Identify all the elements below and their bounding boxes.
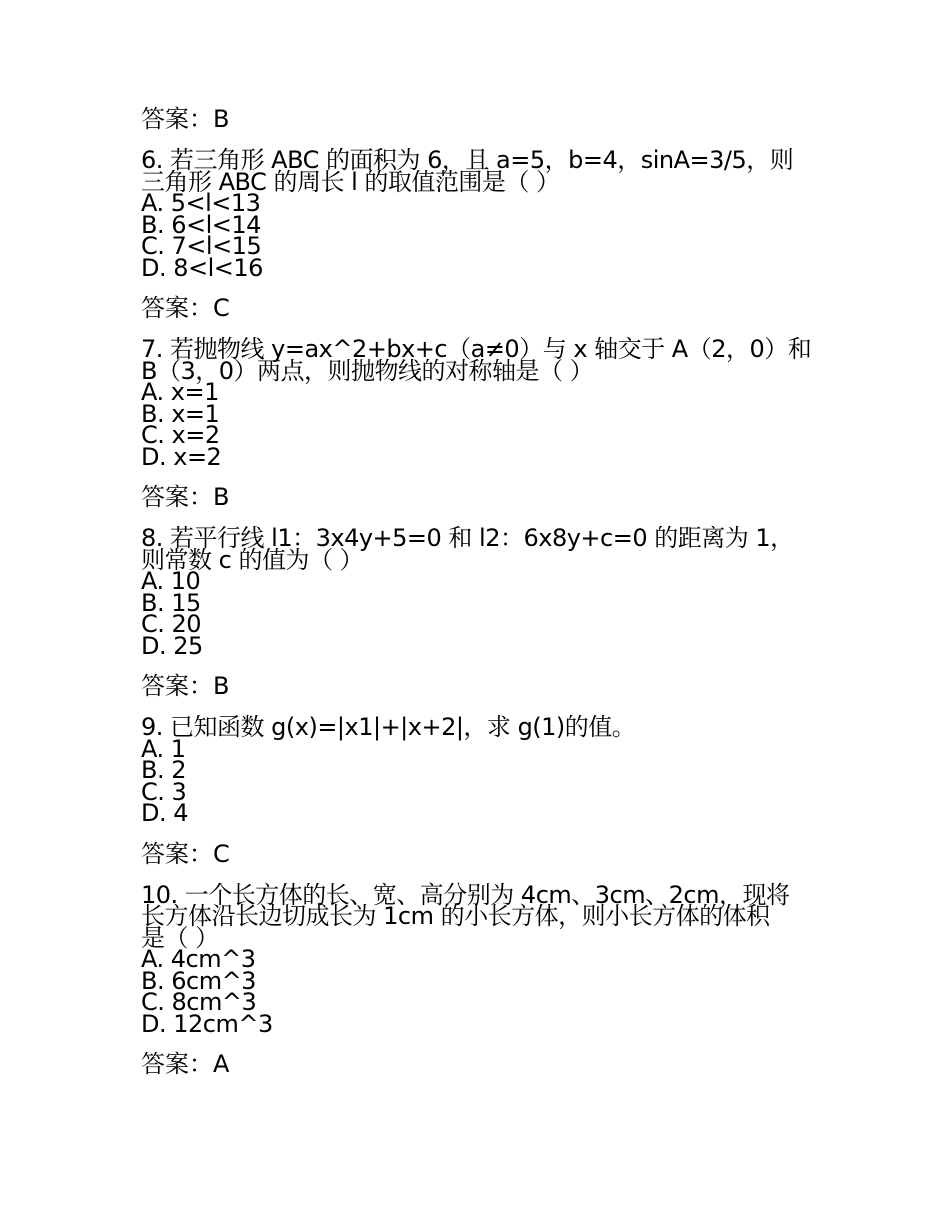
question-9-option-a: A. 1 <box>141 734 186 763</box>
question-10-text <box>141 880 821 952</box>
answer-q10: 答案：A <box>141 1050 230 1078</box>
question-7-option-b: B. x=1 <box>141 399 220 428</box>
question-6-option-b: B. 6<l<14 <box>141 210 261 239</box>
answer-q6: 答案：C <box>141 294 230 322</box>
document-page <box>141 104 821 1079</box>
question-6-option-a: A. 5<l<13 <box>141 189 261 217</box>
question-7-option-d: D. x=2 <box>141 442 222 471</box>
question-8-text <box>141 524 821 574</box>
answer-q7: 答案：B <box>141 483 230 511</box>
question-9-line-1: 9. 已知函数 g(x)=|x1|+|x+2|，求 g(1)的值。 <box>141 713 636 741</box>
question-9-option-b: B. 2 <box>141 756 186 784</box>
question-7-line-1: 7. 若抛物线 y=ax^2+bx+c（a≠0）与 x 轴交于 A（2，0）和 <box>141 335 812 363</box>
question-10-option-c: C. 8cm^3 <box>141 988 257 1016</box>
question-10-line-1: 10. 一个长方体的长、宽、高分别为 4cm、3cm、2cm，现将 <box>141 880 790 909</box>
question-6-text <box>141 146 821 196</box>
question-6 <box>141 146 821 282</box>
question-7 <box>141 335 821 471</box>
question-10-line-2: 长方体沿长边切成长为 1cm 的小长方体，则小长方体的体积 <box>141 902 770 930</box>
question-10-option-d: D. 12cm^3 <box>141 1009 273 1038</box>
question-8 <box>141 524 821 660</box>
question-10 <box>141 880 821 1038</box>
question-8-line-2: 则常数 c 的值为（ ） <box>141 545 364 574</box>
answer-q5: 答案：B <box>141 105 230 133</box>
question-6-line-2: 三角形 ABC 的周长 l 的取值范围是（ ） <box>141 167 560 196</box>
question-7-option-a: A. x=1 <box>141 378 219 406</box>
question-10-line-3: 是（ ） <box>141 923 219 952</box>
question-9-option-d: D. 4 <box>141 799 189 827</box>
question-6-option-d: D. 8<l<16 <box>141 253 263 282</box>
question-9-option-c: C. 3 <box>141 777 187 806</box>
answer-q9: 答案：C <box>141 839 230 868</box>
question-7-option-c: C. x=2 <box>141 421 220 449</box>
question-10-option-a: A. 4cm^3 <box>141 945 256 973</box>
question-9-text <box>141 713 821 741</box>
question-7-text <box>141 335 821 385</box>
question-8-option-a: A. 10 <box>141 567 201 595</box>
question-8-option-b: B. 15 <box>141 588 201 617</box>
question-7-line-2: B（3，0）两点，则抛物线的对称轴是（ ） <box>141 356 594 385</box>
question-10-option-b: B. 6cm^3 <box>141 966 256 995</box>
question-9 <box>141 713 821 827</box>
answer-q8: 答案：B <box>141 672 230 700</box>
question-8-option-d: D. 25 <box>141 631 203 660</box>
question-6-line-1: 6. 若三角形 ABC 的面积为 6，且 a=5，b=4，sinA=3/5，则 <box>141 146 794 174</box>
question-6-option-c: C. 7<l<15 <box>141 232 262 260</box>
question-8-option-c: C. 20 <box>141 610 202 638</box>
question-8-line-1: 8. 若平行线 l1：3x4y+5=0 和 l2：6x8y+c=0 的距离为 1， <box>141 524 794 552</box>
